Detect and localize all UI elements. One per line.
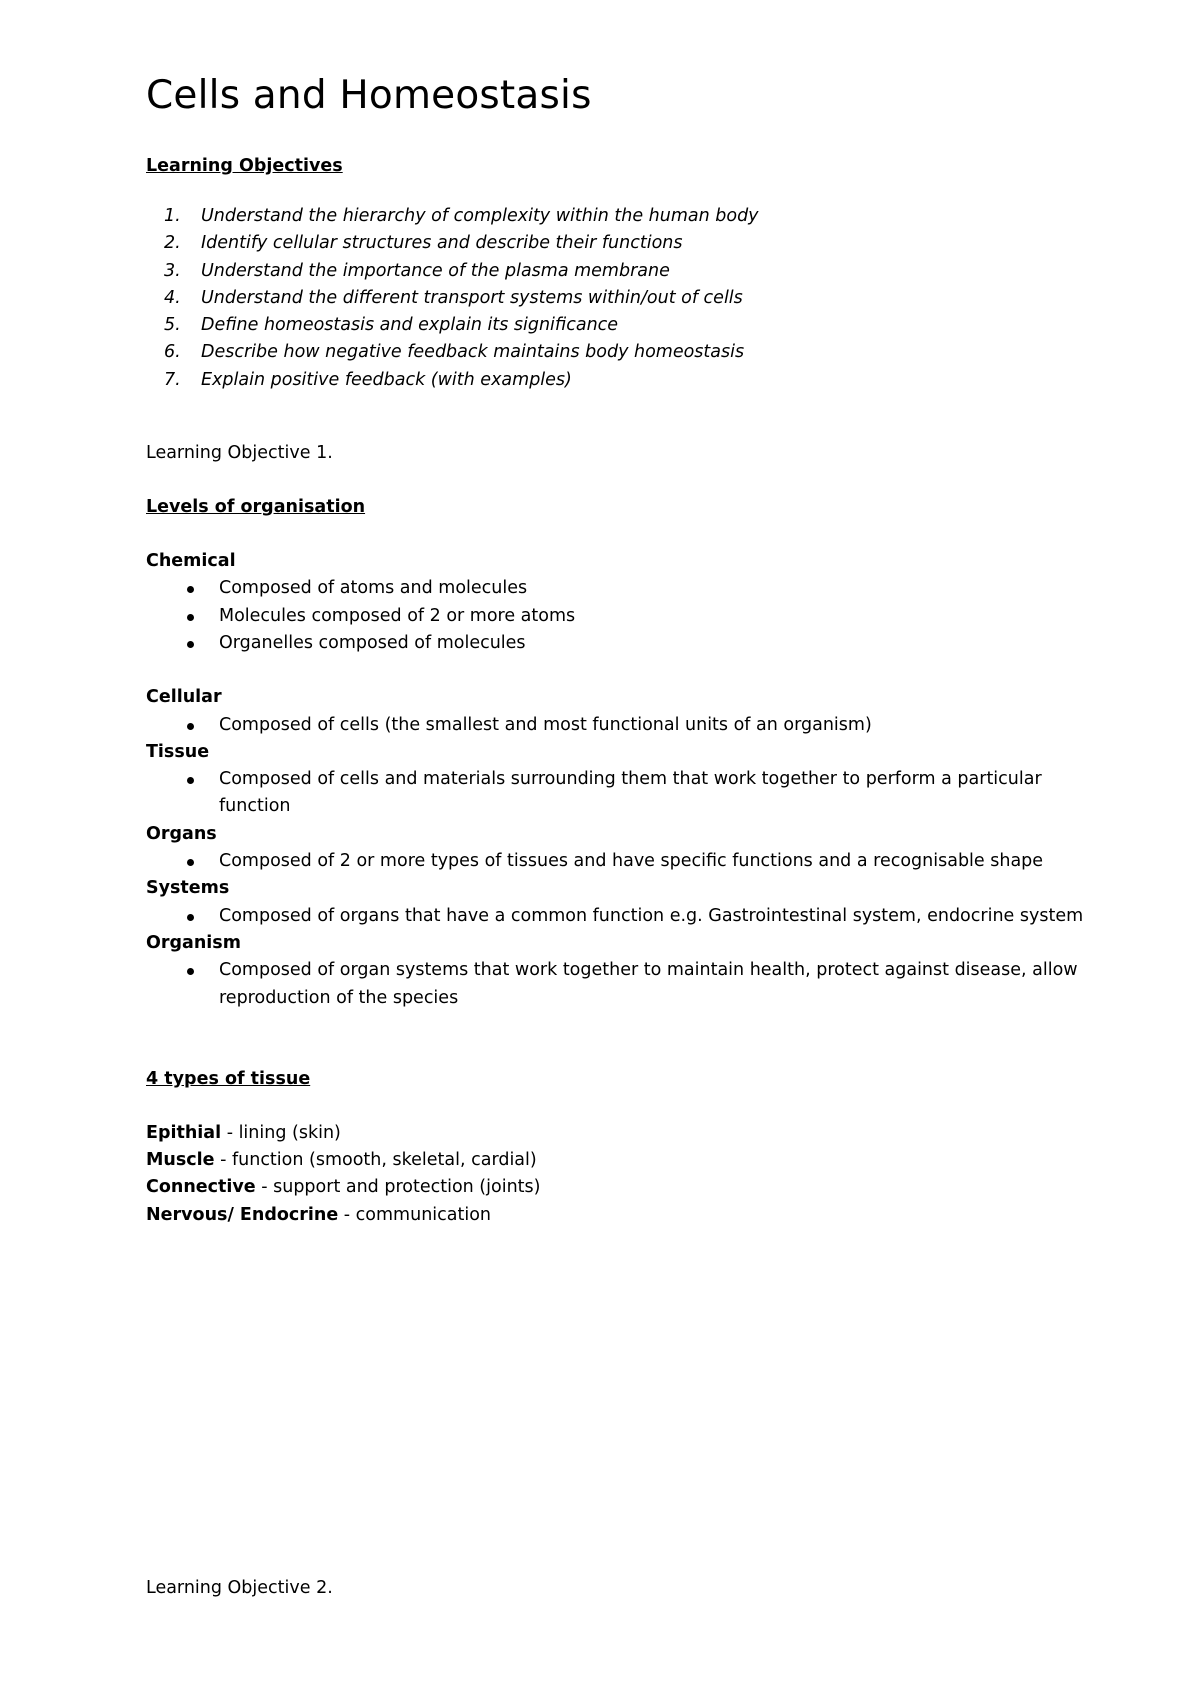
bullet-list bbox=[146, 575, 1086, 657]
list-number: 2. bbox=[164, 233, 181, 254]
tissue-description: - support and protection (joints) bbox=[255, 1177, 541, 1198]
bullet-text: Composed of organ systems that work together to maintain health, protect against disease, allow reproduction of the species bbox=[219, 960, 1078, 1008]
list-item bbox=[146, 258, 1086, 285]
objective-text: Understand the hierarchy of complexity within the human body bbox=[201, 206, 759, 226]
bullet-icon bbox=[187, 859, 194, 866]
learning-objective-2-label: Learning Objective 2. bbox=[146, 1578, 333, 1598]
list-number: 6. bbox=[164, 342, 181, 363]
learning-objective-1-label: Learning Objective 1. bbox=[146, 443, 333, 464]
bullet-icon bbox=[187, 968, 194, 975]
tissue-description: - lining (skin) bbox=[221, 1122, 341, 1143]
learning-objectives-heading: Learning Objectives bbox=[146, 156, 343, 176]
level-chemical bbox=[146, 548, 1086, 657]
bullet-icon bbox=[187, 641, 194, 648]
tissue-types-list bbox=[146, 1120, 1086, 1229]
level-cellular bbox=[146, 684, 1086, 739]
objective-text: Identify cellular structures and describe their functions bbox=[201, 233, 683, 254]
level-label: Organism bbox=[146, 932, 241, 953]
bullet-list bbox=[146, 903, 1086, 930]
tissue-description: - function (smooth, skeletal, cardial) bbox=[214, 1150, 537, 1171]
list-item bbox=[146, 285, 1086, 312]
list-number: 7. bbox=[164, 369, 181, 390]
tissue-term: Nervous/ Endocrine bbox=[146, 1204, 339, 1225]
list-item bbox=[146, 575, 1086, 602]
list-item bbox=[146, 367, 1086, 394]
learning-objectives-list bbox=[146, 203, 1086, 394]
bullet-text: Composed of cells (the smallest and most functional units of an organism) bbox=[219, 714, 872, 735]
level-label: Chemical bbox=[146, 551, 236, 572]
level-organs bbox=[146, 821, 1086, 876]
list-number: 5. bbox=[164, 315, 181, 336]
bullet-list bbox=[146, 848, 1086, 875]
objective-text: Explain positive feedback (with examples) bbox=[201, 369, 572, 390]
level-label: Organs bbox=[146, 823, 217, 844]
list-number: 1. bbox=[164, 206, 181, 226]
level-organism bbox=[146, 930, 1086, 1012]
document-title: Cells and Homeostasis bbox=[146, 73, 592, 118]
bullet-text: Organelles composed of molecules bbox=[219, 632, 526, 653]
bullet-icon bbox=[187, 614, 194, 621]
level-systems bbox=[146, 875, 1086, 930]
bullet-list bbox=[146, 766, 1086, 821]
tissue-row bbox=[146, 1174, 1086, 1201]
level-label: Cellular bbox=[146, 687, 222, 708]
tissue-row bbox=[146, 1147, 1086, 1174]
tissue-term: Epithial bbox=[146, 1122, 222, 1143]
tissue-term: Muscle bbox=[146, 1150, 215, 1171]
list-item bbox=[146, 712, 1086, 739]
bullet-text: Composed of 2 or more types of tissues and have specific functions and a recognisable shape bbox=[219, 851, 1044, 872]
list-item bbox=[146, 630, 1086, 657]
levels-of-organisation-heading: Levels of organisation bbox=[146, 497, 366, 518]
bullet-text: Composed of cells and materials surrounding them that work together to perform a particular function bbox=[219, 769, 1042, 817]
list-number: 4. bbox=[164, 287, 181, 308]
list-item bbox=[146, 848, 1086, 875]
objective-text: Define homeostasis and explain its significance bbox=[201, 315, 619, 336]
tissue-row bbox=[146, 1202, 1086, 1229]
list-item bbox=[146, 203, 1086, 230]
tissue-row bbox=[146, 1120, 1086, 1147]
bullet-text: Composed of organs that have a common function e.g. Gastrointestinal system, endocrine system bbox=[219, 905, 1084, 926]
level-label: Tissue bbox=[146, 741, 210, 762]
bullet-icon bbox=[187, 914, 194, 921]
tissue-description: - communication bbox=[338, 1204, 492, 1225]
objective-text: Understand the importance of the plasma membrane bbox=[201, 260, 670, 281]
objective-text: Describe how negative feedback maintains body homeostasis bbox=[201, 342, 745, 363]
list-item bbox=[146, 230, 1086, 257]
bullet-list bbox=[146, 957, 1086, 1012]
bullet-list bbox=[146, 712, 1086, 739]
bullet-icon bbox=[187, 723, 194, 730]
tissue-types-heading: 4 types of tissue bbox=[146, 1068, 311, 1089]
list-number: 3. bbox=[164, 260, 181, 281]
tissue-term: Connective bbox=[146, 1177, 256, 1198]
list-item bbox=[146, 339, 1086, 366]
bullet-icon bbox=[187, 777, 194, 784]
objective-text: Understand the different transport systems within/out of cells bbox=[201, 287, 743, 308]
list-item bbox=[146, 903, 1086, 930]
list-item bbox=[146, 957, 1086, 1012]
list-item bbox=[146, 766, 1086, 821]
document-content bbox=[146, 70, 1086, 1229]
list-item bbox=[146, 603, 1086, 630]
list-item bbox=[146, 312, 1086, 339]
bullet-text: Composed of atoms and molecules bbox=[219, 578, 528, 599]
bullet-text: Molecules composed of 2 or more atoms bbox=[219, 605, 576, 626]
level-tissue bbox=[146, 739, 1086, 821]
level-label: Systems bbox=[146, 878, 230, 899]
bullet-icon bbox=[187, 586, 194, 593]
